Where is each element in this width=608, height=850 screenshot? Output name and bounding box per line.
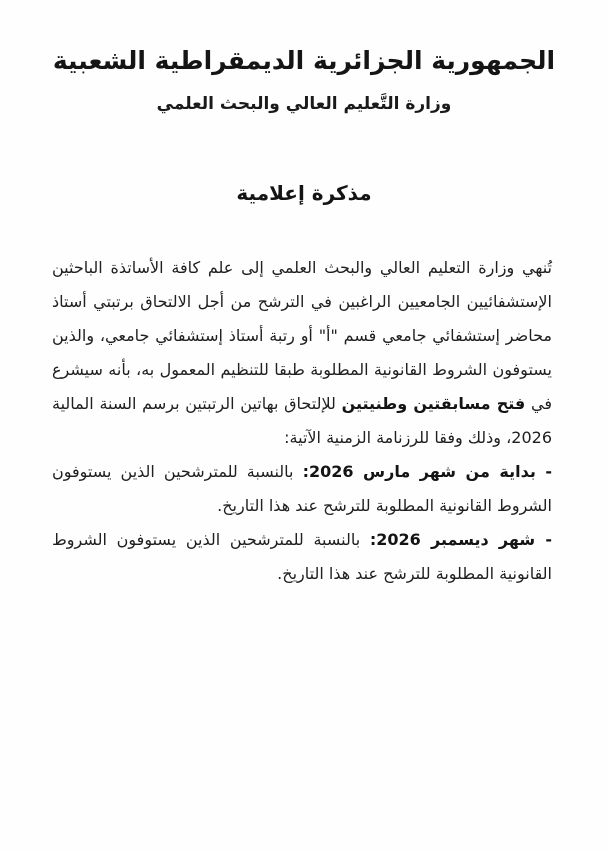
- schedule-item-march: [52, 455, 552, 523]
- schedule-item-december-text: بالنسبة للمترشحين الذين يستوفون الشروط القانونية المطلوبة للترشح عند هذا التاريخ.: [52, 530, 552, 583]
- schedule-item-december: [52, 523, 552, 591]
- intro-paragraph-bold: فتح مسابقتين وطنيتين: [341, 394, 526, 413]
- intro-paragraph-text-2: للإلتحاق بهاتين الرتبتين برسم السنة المالية 2026، وذلك وفقا للرزنامة الزمنية الآتية:: [52, 394, 552, 447]
- memo-body: [0, 251, 608, 591]
- ministry-title: وزارة التَّعليم العالي والبحث العلمي: [156, 94, 452, 114]
- schedule-item-december-date: - شهر ديسمبر 2026:: [369, 530, 552, 549]
- intro-paragraph-text-1: تُنهي وزارة التعليم العالي والبحث العلمي إلى علم كافة الأساتذة الباحثين الإستشفائيين الجامعيين الراغبين في الترشح من أجل الالتحاق برتبتي أستاذ محاضر إستشفائي جامعي قسم "أ" أو رتبة أستاذ إستشفائي جامعي، والذين يستوفون الشروط القانونية المطلوبة طبقا للتنظيم المعمول به، بأنه سيشرع في: [52, 258, 552, 413]
- intro-paragraph: [52, 251, 552, 455]
- schedule-item-march-text: بالنسبة للمترشحين الذين يستوفون الشروط القانونية المطلوبة للترشح عند هذا التاريخ.: [52, 462, 552, 515]
- document-header: [0, 0, 608, 117]
- schedule-item-march-date: - بداية من شهر مارس 2026:: [302, 462, 552, 481]
- memo-title: مذكرة إعلامية: [236, 181, 372, 205]
- republic-title: الجمهورية الجزائرية الديمقراطية الشعبية: [52, 46, 556, 75]
